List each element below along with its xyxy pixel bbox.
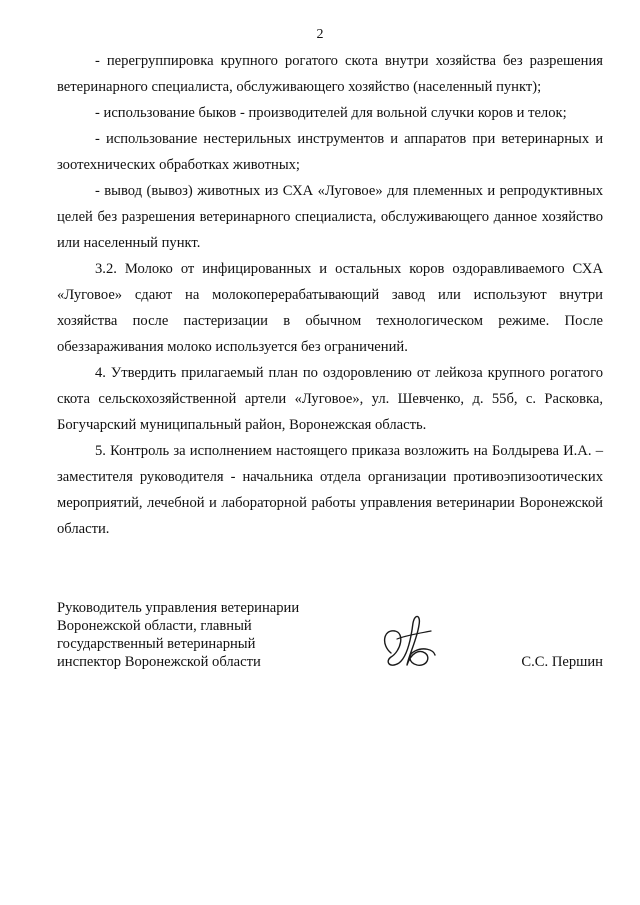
document-body	[57, 48, 603, 542]
paragraph: - перегруппировка крупного рогатого скота внутри хозяйства без разрешения ветеринарного специалиста, обслуживающего хозяйство (населенный пункт);	[57, 53, 603, 95]
paragraph: 3.2. Молоко от инфицированных и остальных коров оздоравливаемого СХА «Луговое» сдают на молокоперерабатывающий завод или используют внутри хозяйства после пастеризации в обычном технологическом режиме. После обеззараживания молоко используется без ограничений.	[57, 261, 603, 355]
signatory-position-line: Воронежской области, главный	[57, 618, 252, 634]
signatory-position	[57, 599, 299, 671]
paragraph: - использование быков - производителей для вольной случки коров и телок;	[95, 105, 567, 121]
paragraph: 4. Утвердить прилагаемый план по оздоровлению от лейкоза крупного рогатого скота сельскохозяйственной артели «Луговое», ул. Шевченко, д. 55б, с. Расковка, Богучарский муниципальный район, Воронежская область.	[57, 365, 603, 433]
signatory-name: С.С. Першин	[521, 654, 603, 670]
handwritten-signature	[377, 609, 439, 677]
signature-block	[57, 599, 603, 689]
paragraph: - вывод (вывоз) животных из СХА «Луговое» для племенных и репродуктивных целей без разрешения ветеринарного специалиста, обслуживающего данное хозяйство или населенный пункт.	[57, 183, 603, 251]
signatory-position-line: инспектор Воронежской области	[57, 654, 261, 670]
paragraph: 5. Контроль за исполнением настоящего приказа возложить на Болдырева И.А. – заместителя руководителя - начальника отдела организации противоэпизоотических мероприятий, лечебной и лабораторной работы управления ветеринарии Воронежской области.	[57, 443, 603, 537]
signatory-position-line: государственный ветеринарный	[57, 636, 256, 652]
paragraph: - использование нестерильных инструментов и аппаратов при ветеринарных и зоотехнических обработках животных;	[57, 131, 603, 173]
signatory-position-line: Руководитель управления ветеринарии	[57, 600, 300, 616]
page-number: 2	[316, 27, 324, 42]
